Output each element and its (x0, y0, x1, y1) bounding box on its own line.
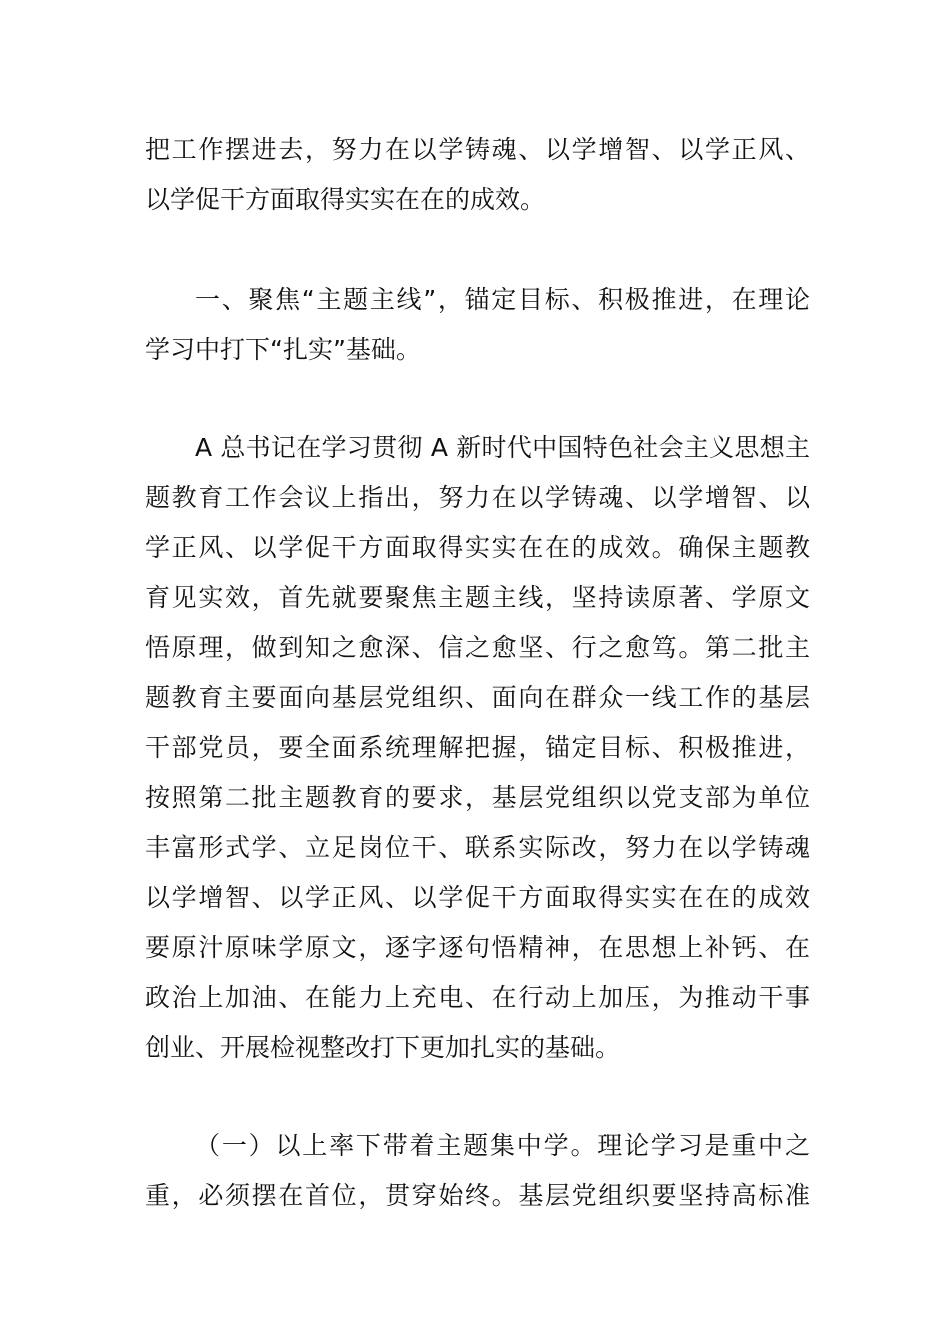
text-line: 干部党员，要全面系统理解把握，锚定目标、积极推进， (145, 733, 810, 762)
section-heading: 学习中打下“扎实”基础。 (145, 335, 421, 364)
text-line: 把工作摆进去，努力在以学铸魂、以学增智、以学正风、 (145, 135, 810, 164)
subsection-heading: （一）以上率下带着主题集中学。理论学习是重中之 (195, 1131, 810, 1160)
text-line: 重，必须摆在首位，贯穿始终。基层党组织要坚持高标准 (145, 1181, 810, 1210)
text-line: 题教育主要面向基层党组织、面向在群众一线工作的基层 (145, 683, 810, 712)
text-line: 政治上加油、在能力上充电、在行动上加压，为推动干事 (145, 983, 810, 1012)
text-line: 以学促干方面取得实实在在的成效。 (145, 185, 546, 214)
text-line: 悟原理，做到知之愈深、信之愈坚、行之愈笃。第二批主 (145, 633, 810, 662)
text-line: 学正风、以学促干方面取得实实在在的成效。确保主题教 (145, 533, 810, 562)
text-line: A 总书记在学习贯彻 A 新时代中国特色社会主义思想主 (195, 433, 810, 462)
text-line: 按照第二批主题教育的要求，基层党组织以党支部为单位 (145, 783, 810, 812)
text-line: 育见实效，首先就要聚焦主题主线，坚持读原著、学原文 (145, 583, 810, 612)
text-line: 要原汁原味学原文，逐字逐句悟精神，在思想上补钙、在 (145, 933, 810, 962)
section-heading: 一、聚焦“主题主线”，锚定目标、积极推进，在理论 (195, 285, 810, 314)
text-line: 题教育工作会议上指出，努力在以学铸魂、以学增智、以 (145, 483, 810, 512)
text-line: 以学增智、以学正风、以学促干方面取得实实在在的成效 (145, 883, 810, 912)
text-line: 丰富形式学、立足岗位干、联系实际改，努力在以学铸魂 (145, 833, 810, 862)
text-line: 创业、开展检视整改打下更加扎实的基础。 (145, 1033, 621, 1062)
